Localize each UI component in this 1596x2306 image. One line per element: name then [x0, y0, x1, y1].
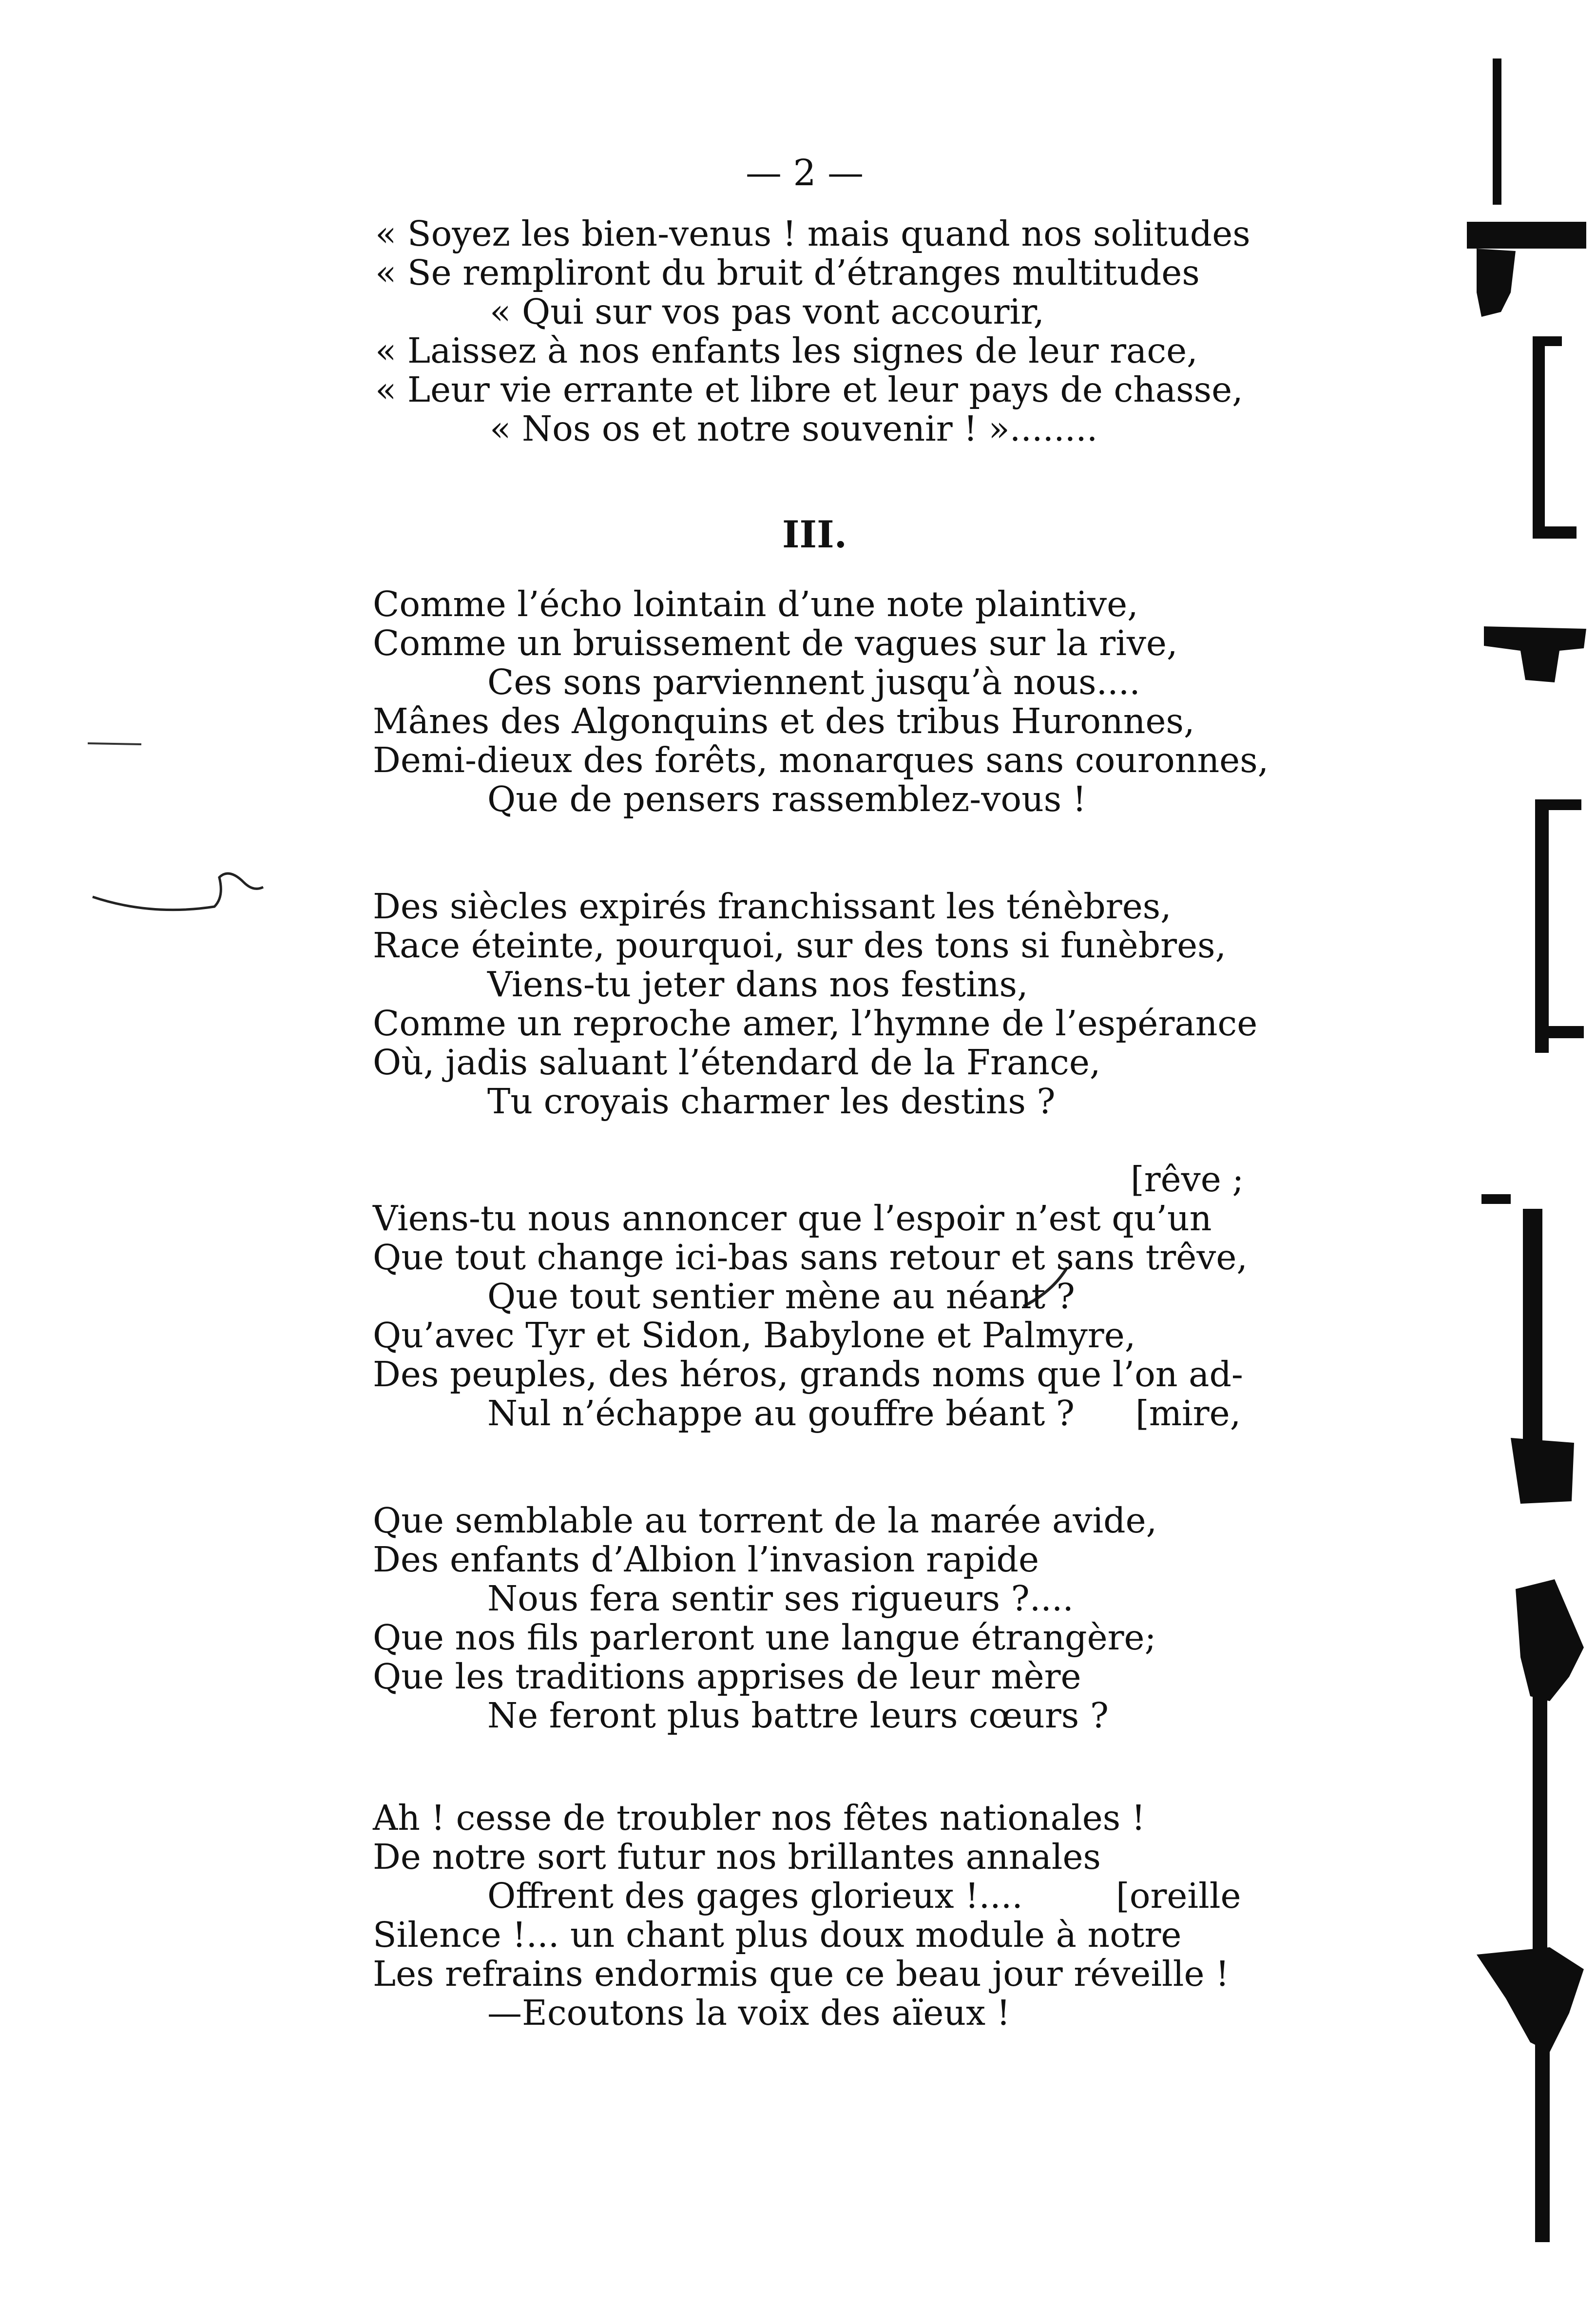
verse-line: « Soyez les bien-venus ! mais quand nos solitudes — [375, 213, 1250, 254]
verse-line: —Ecoutons la voix des aïeux ! — [487, 1993, 1011, 2033]
verse-line: Comme un bruissement de vagues sur la rive, — [373, 623, 1178, 663]
binding-mark — [1533, 1682, 1547, 1955]
verse-line: Demi-dieux des forêts, monarques sans couronnes, — [373, 740, 1269, 780]
verse-line: Que tout sentier mène au néant ? — [487, 1276, 1075, 1317]
pencil-mark — [88, 743, 141, 744]
binding-mark — [1511, 1438, 1574, 1504]
verse-line: Qu’avec Tyr et Sidon, Babylone et Palmyre, — [373, 1315, 1136, 1356]
verse-line: Que de pensers rassemblez-vous ! — [487, 779, 1087, 819]
verse-line: Que tout change ici-bas sans retour et sans trêve, — [373, 1237, 1248, 1278]
verse-line: Ces sons parviennent jusqu’à nous.... — [487, 662, 1140, 702]
verse-line: De notre sort futur nos brillantes annales — [373, 1837, 1101, 1877]
verse-line: Les refrains endormis que ce beau jour réveille ! — [373, 1954, 1230, 1994]
verse-line: « Nos os et notre souvenir ! »........ — [490, 408, 1098, 449]
binding-mark — [1533, 336, 1562, 346]
verse-line: Que les traditions apprises de leur mère — [373, 1656, 1081, 1697]
verse-line: Que nos fils parleront une langue étrangère; — [373, 1617, 1156, 1658]
verse-line: Que semblable au torrent de la marée avide, — [373, 1500, 1157, 1541]
binding-mark — [1535, 2033, 1550, 2242]
binding-mark — [1533, 526, 1577, 539]
verse-line: Tu croyais charmer les destins ? — [487, 1081, 1056, 1122]
verse-line: Comme l’écho lointain d’une note plaintive, — [373, 584, 1138, 624]
verse-line: Nul n’échappe au gouffre béant ? — [487, 1393, 1075, 1434]
binding-mark — [1535, 1026, 1584, 1038]
verse-line: Race éteinte, pourquoi, sur des tons si funèbres, — [373, 925, 1227, 966]
verse-line: Offrent des gages glorieux !.... — [487, 1876, 1023, 1916]
verse-overflow: [rêve ; — [1131, 1159, 1244, 1200]
verse-line: « Laissez à nos enfants les signes de leur race, — [375, 330, 1198, 371]
binding-mark — [1533, 336, 1545, 536]
verse-line: « Leur vie errante et libre et leur pays de chasse, — [375, 369, 1243, 410]
verse-overflow: [oreille — [1116, 1876, 1241, 1916]
binding-mark — [1477, 249, 1516, 317]
binding-mark — [1535, 799, 1581, 810]
verse-line: Des enfants d’Albion l’invasion rapide — [373, 1539, 1039, 1580]
binding-mark — [1493, 58, 1501, 205]
verse-line: Viens-tu nous annoncer que l’espoir n’est qu’un — [373, 1198, 1212, 1239]
verse-overflow: [mire, — [1135, 1393, 1241, 1434]
verse-line: Où, jadis saluant l’étendard de la France, — [373, 1042, 1101, 1083]
section-heading: III. — [782, 513, 847, 556]
verse-line: « Qui sur vos pas vont accourir, — [490, 291, 1044, 332]
binding-mark — [1477, 1947, 1584, 2052]
verse-line: « Se rempliront du bruit d’étranges multitudes — [375, 252, 1200, 293]
binding-mark — [1467, 222, 1586, 249]
binding-mark — [1516, 1579, 1584, 1701]
binding-mark — [1535, 799, 1549, 1053]
verse-line: Mânes des Algonquins et des tribus Huronnes, — [373, 701, 1195, 741]
binding-mark — [1484, 626, 1586, 682]
verse-line: Viens-tu jeter dans nos festins, — [487, 964, 1028, 1005]
verse-line: Nous fera sentir ses rigueurs ?.... — [487, 1578, 1074, 1619]
verse-line: Ah ! cesse de troubler nos fêtes nationales ! — [373, 1798, 1146, 1838]
verse-line: Des peuples, des héros, grands noms que l’on ad- — [373, 1354, 1243, 1395]
verse-line: Des siècles expirés franchissant les ténèbres, — [373, 886, 1172, 927]
pencil-mark — [93, 873, 263, 910]
verse-line: Ne feront plus battre leurs cœurs ? — [487, 1695, 1109, 1736]
binding-mark — [1481, 1194, 1511, 1204]
page-number: — 2 — — [746, 152, 864, 194]
verse-line: Silence !... un chant plus doux module à notre — [373, 1915, 1182, 1955]
binding-mark — [1523, 1209, 1542, 1501]
verse-line: Comme un reproche amer, l’hymne de l’espérance — [373, 1003, 1258, 1044]
